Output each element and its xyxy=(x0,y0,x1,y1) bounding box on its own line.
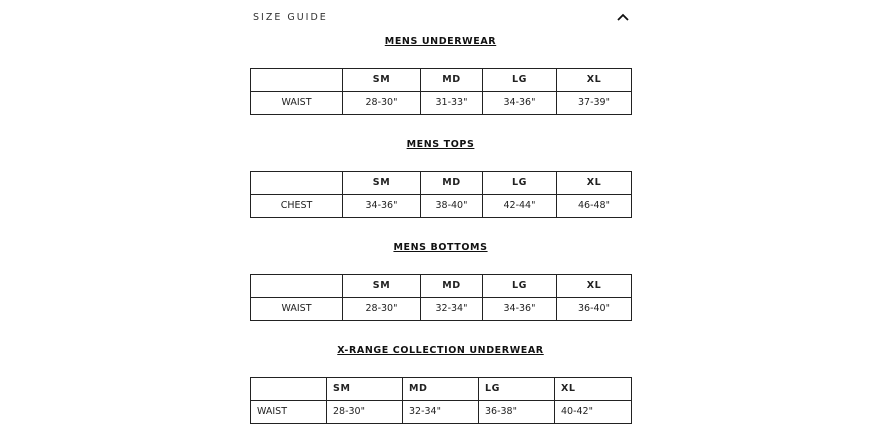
table-cell: 37-39" xyxy=(557,92,632,115)
size-guide-header[interactable] xyxy=(250,0,631,36)
table-header-cell xyxy=(251,275,343,298)
table-cell: 34-36" xyxy=(343,195,421,218)
table-cell: WAIST xyxy=(251,92,343,115)
table-cell: 28-30" xyxy=(343,298,421,321)
table-cell: WAIST xyxy=(251,401,327,424)
table-cell: 31-33" xyxy=(421,92,483,115)
section-title-mens-tops: MENS TOPS xyxy=(406,139,475,150)
table-cell: 46-48" xyxy=(557,195,632,218)
table-header-row xyxy=(251,69,632,92)
table-row xyxy=(251,298,632,321)
table-header-cell: SM xyxy=(343,172,421,195)
size-guide-label: SIZE GUIDE xyxy=(253,12,328,23)
table-cell: 36-38" xyxy=(479,401,555,424)
table-cell: 40-42" xyxy=(555,401,632,424)
size-guide xyxy=(250,0,631,424)
table-cell: 34-36" xyxy=(483,298,557,321)
table-header-cell: MD xyxy=(421,69,483,92)
table-header-cell: MD xyxy=(403,378,479,401)
table-header-cell xyxy=(251,69,343,92)
table-cell: WAIST xyxy=(251,298,343,321)
section-title-mens-underwear: MENS UNDERWEAR xyxy=(384,36,497,47)
table-cell: 32-34" xyxy=(403,401,479,424)
section-title-mens-bottoms: MENS BOTTOMS xyxy=(393,242,488,253)
table-cell: 28-30" xyxy=(343,92,421,115)
table-header-cell xyxy=(251,378,327,401)
table-header-cell: LG xyxy=(483,69,557,92)
table-header-cell: LG xyxy=(483,172,557,195)
table-row xyxy=(251,401,632,424)
table-row xyxy=(251,92,632,115)
table-header-cell: MD xyxy=(421,172,483,195)
table-header-cell: MD xyxy=(421,275,483,298)
section-title-x-range-underwear: X-RANGE COLLECTION UNDERWEAR xyxy=(337,345,544,356)
table-header-cell: XL xyxy=(557,275,632,298)
size-table-mens-tops xyxy=(250,171,632,218)
table-header-row xyxy=(251,172,632,195)
table-header-cell: XL xyxy=(557,69,632,92)
table-row xyxy=(251,195,632,218)
table-header-cell: LG xyxy=(479,378,555,401)
table-header-row xyxy=(251,378,632,401)
table-cell: 34-36" xyxy=(483,92,557,115)
table-cell: 28-30" xyxy=(327,401,403,424)
table-cell: 32-34" xyxy=(421,298,483,321)
table-header-row xyxy=(251,275,632,298)
table-cell: 36-40" xyxy=(557,298,632,321)
table-header-cell xyxy=(251,172,343,195)
chevron-up-icon[interactable] xyxy=(616,10,630,24)
table-header-cell: XL xyxy=(555,378,632,401)
size-table-mens-underwear xyxy=(250,68,632,115)
table-header-cell: XL xyxy=(557,172,632,195)
table-header-cell: SM xyxy=(343,69,421,92)
table-cell: CHEST xyxy=(251,195,343,218)
table-cell: 38-40" xyxy=(421,195,483,218)
table-header-cell: SM xyxy=(327,378,403,401)
table-header-cell: LG xyxy=(483,275,557,298)
size-table-x-range-underwear xyxy=(250,377,632,424)
size-table-mens-bottoms xyxy=(250,274,632,321)
table-header-cell: SM xyxy=(343,275,421,298)
table-cell: 42-44" xyxy=(483,195,557,218)
